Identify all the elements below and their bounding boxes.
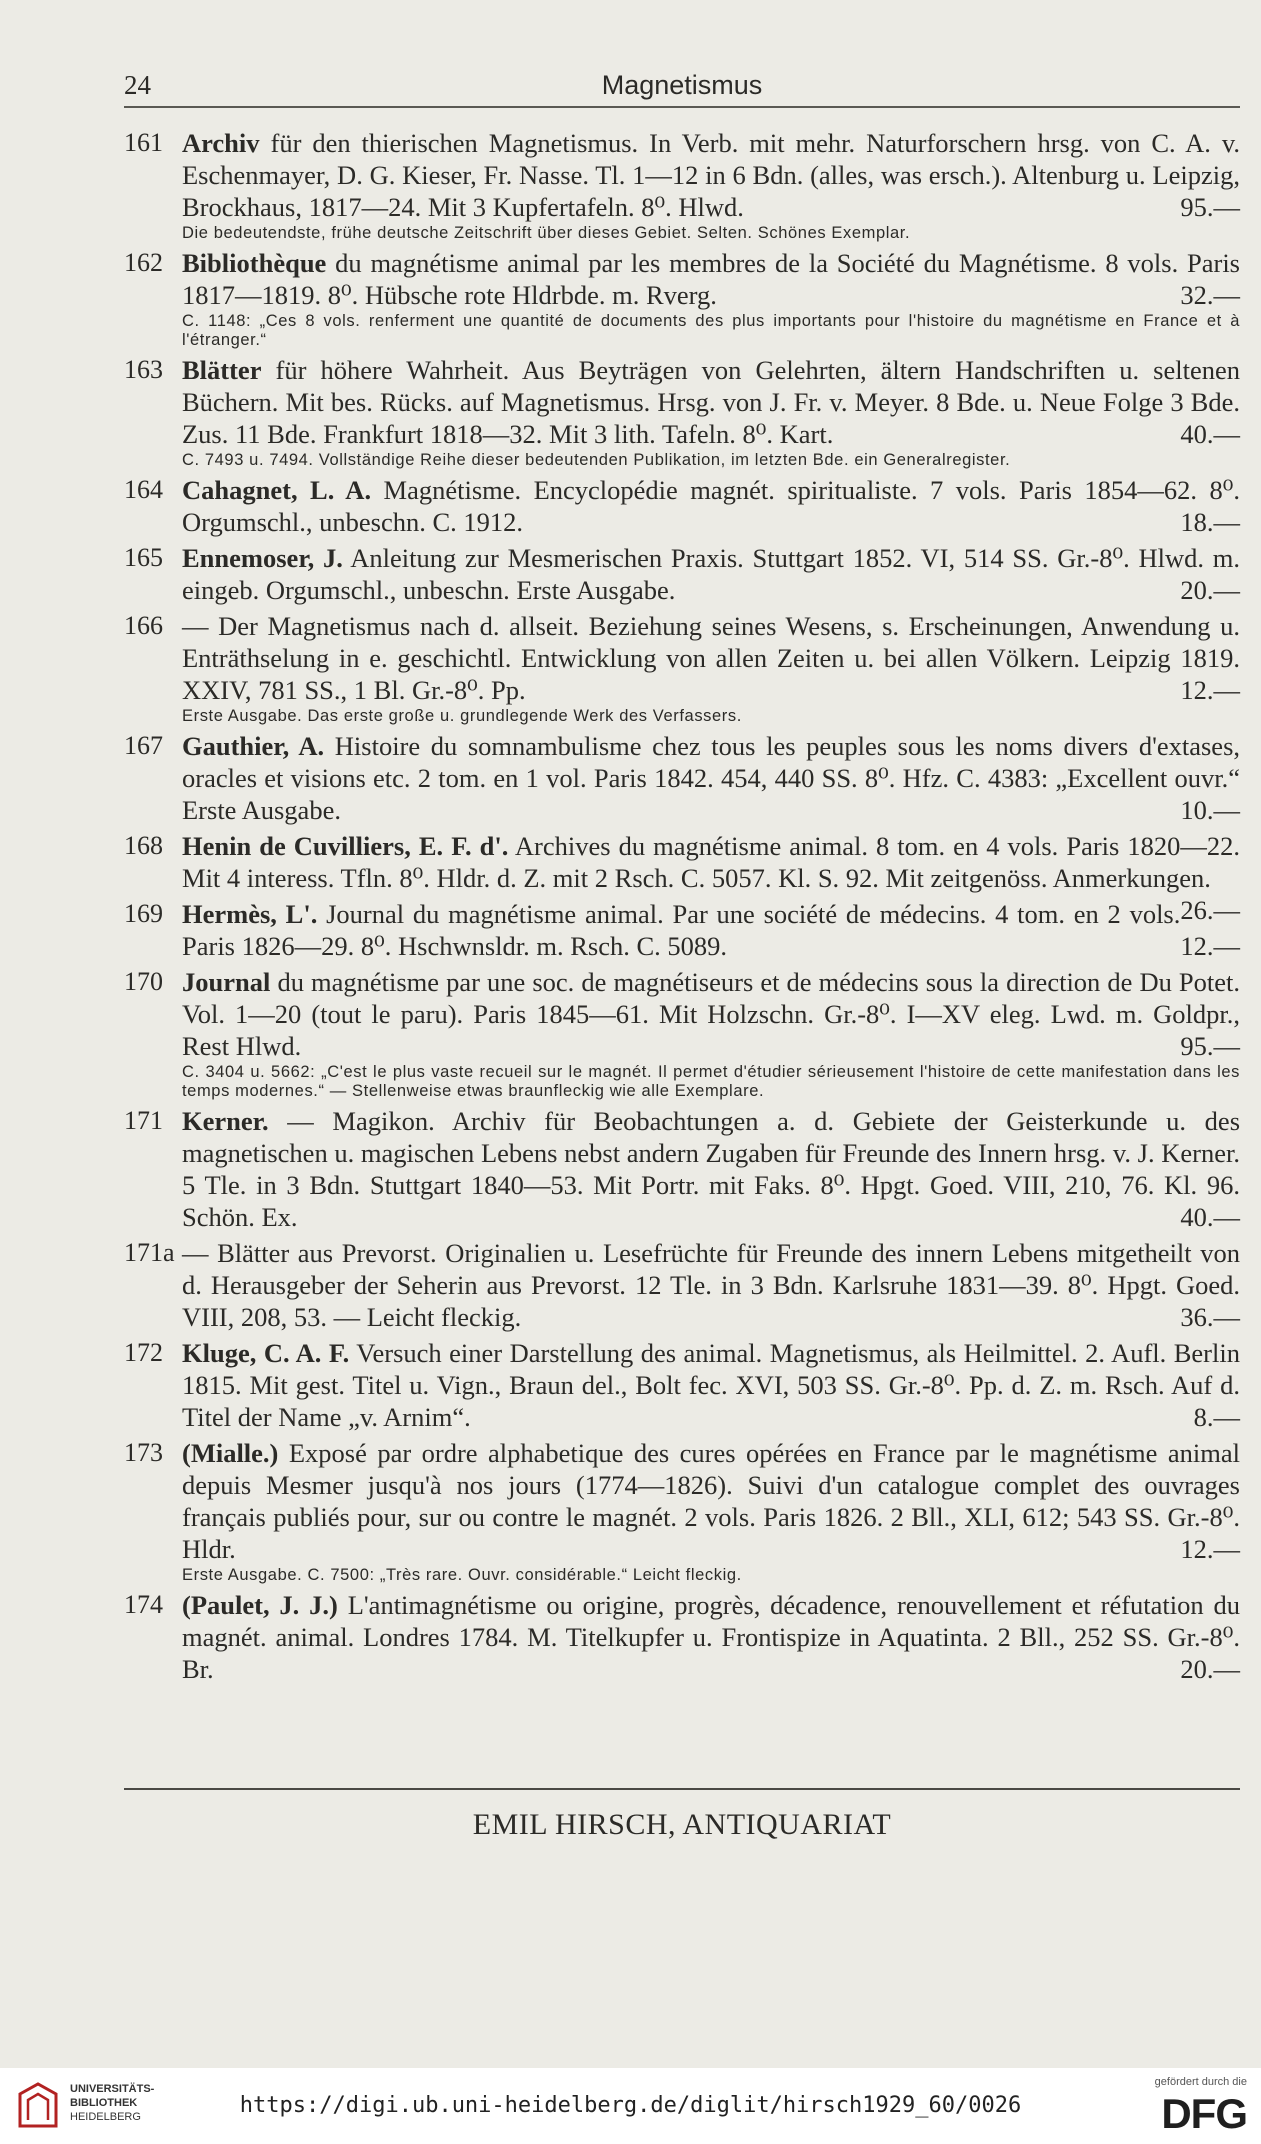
entry-description: du magnétisme animal par les membres de la Société du Magnétisme. 8 vols. Paris 1817—1819. 8⁰. Hübsche rote Hldrbde. m. Rverg. — [182, 248, 1240, 310]
entry-note: Die bedeutendste, frühe deutsche Zeitschrift über dieses Gebiet. Selten. Schönes Exemplar. — [182, 224, 911, 242]
entry-number: 172 — [124, 1338, 163, 1367]
entry-body — [182, 966, 1240, 1062]
entry-author: Kluge, C. A. F. — [182, 1338, 350, 1368]
entry-author: Archiv — [182, 128, 260, 158]
entry-body — [182, 1105, 1240, 1233]
entry-description: Archives du magnétisme animal. 8 tom. en 4 vols. Paris 1820—22. Mit 4 interess. Tfln. 8⁰. Hldr. d. Z. mit 2 Rsch. C. 5057. Kl. S. 92. Mit zeitgenöss. Anmerkungen. — [182, 831, 1241, 893]
publisher-name: EMIL HIRSCH, ANTIQUARIAT — [472, 1808, 892, 1841]
catalog-entry — [124, 247, 1240, 350]
entry-author: (Paulet, J. J.) — [182, 1590, 338, 1620]
header-rule — [124, 106, 1240, 108]
permalink-url[interactable]: https://digi.ub.uni-heidelberg.de/diglit/hirsch1929_60/0026 — [239, 2093, 1022, 2118]
catalog-entry — [124, 474, 1240, 538]
entry-number: 163 — [124, 355, 163, 384]
entry-description: du magnétisme par une soc. de magnétiseurs et de médecins sous la direction de Du Potet. Vol. 1—20 (tout le paru). Paris 1845—61. Mit Holzschn. Gr.-8⁰. I—XV eleg. Lwd. m. Goldpr., Rest Hlwd. — [182, 967, 1240, 1061]
entry-number: 161 — [124, 128, 163, 157]
entry-author: Henin de Cuvilliers, E. F. d'. — [182, 831, 509, 861]
page-number: 24 — [124, 70, 151, 100]
entry-author: Hermès, L'. — [182, 899, 318, 929]
catalog-entry — [124, 1237, 1240, 1333]
entry-body — [182, 1237, 1240, 1333]
entry-body — [182, 1437, 1240, 1565]
entry-price: 18.— — [1180, 507, 1240, 537]
catalog-entry — [124, 1589, 1240, 1685]
entry-description: für höhere Wahrheit. Aus Beyträgen von Gelehrten, ältern Handschriften u. seltenen Büchern. Mit bes. Rücks. auf Magnetismus. Hrsg. von J. Fr. v. Meyer. 8 Bde. u. Neue Folge 3 Bde. Zus. 11 Bde. Frankfurt 1818—32. Mit 3 lith. Tafeln. 8⁰. Kart. — [182, 355, 1240, 449]
entry-note: C. 1148: „Ces 8 vols. renferment une quantité de documents des plus importants pour l'histoire du magnétisme en France et à l'étranger.“ — [182, 312, 1240, 349]
entry-number: 168 — [124, 831, 163, 860]
entry-description: Histoire du somnambulisme chez tous les peuples sous les noms divers d'extases, oracles et visions etc. 2 tom. en 1 vol. Paris 1842. 454, 440 SS. 8⁰. Hfz. C. 4383: „Excellent ouvr.“ Erste Ausgabe. — [182, 731, 1241, 825]
entry-body — [182, 1589, 1240, 1685]
entry-price: 95.— — [1180, 192, 1240, 222]
library-line-2: BIBLIOTHEK — [70, 2097, 138, 2109]
entry-author: Gauthier, A. — [182, 731, 325, 761]
entry-body — [182, 474, 1240, 538]
catalog-entry — [124, 610, 1240, 726]
catalog-entry — [124, 898, 1240, 962]
entry-author: Journal — [182, 967, 271, 997]
entry-price: 40.— — [1180, 419, 1240, 449]
entry-body — [182, 1337, 1240, 1433]
entry-price: 26.— — [1180, 895, 1240, 925]
entry-description: L'antimagnétisme ou origine, progrès, décadence, renouvellement et réfutation du magnét. animal. Londres 1784. M. Titelkupfer u. Frontispize in Aquatinta. 2 Bll., 252 SS. Gr.-8⁰. Br. — [182, 1590, 1240, 1684]
entry-author: (Mialle.) — [182, 1438, 279, 1468]
entry-price: 8.— — [1193, 1402, 1240, 1432]
entry-price: 36.— — [1180, 1302, 1240, 1332]
entry-description: — Magikon. Archiv für Beobachtungen a. d. Gebiete der Geisterkunde u. des magnetischen u. magischen Lebens nebst andern Zugaben für Freunde des Innern hrsg. v. J. Kerner. 5 Tle. in 3 Bdn. Stuttgart 1840—53. Mit Portr. mit Faks. 8⁰. Hpgt. Goed. VIII, 210, 76. Kl. 96. Schön. Ex. — [182, 1106, 1241, 1232]
entry-body — [182, 127, 1240, 223]
entry-author: Cahagnet, L. A. — [182, 475, 372, 505]
entry-price: 20.— — [1180, 575, 1240, 605]
entry-body — [182, 610, 1240, 706]
catalog-entry — [124, 127, 1240, 243]
catalog-entry — [124, 542, 1240, 606]
entry-number: 166 — [124, 611, 163, 640]
page-title: Magnetismus — [601, 70, 763, 100]
catalog-entry — [124, 1337, 1240, 1433]
entry-body — [182, 247, 1240, 311]
entry-note: C. 7493 u. 7494. Vollständige Reihe dieser bedeutenden Publikation, im letzten Bde. ein Generalregister. — [182, 451, 1011, 469]
entry-number: 171 — [124, 1106, 163, 1135]
entry-description: — Blätter aus Prevorst. Originalien u. Lesefrüchte für Freunde des innern Lebens mitgetheilt von d. Herausgeber der Seherin aus Prevorst. 12 Tle. in 3 Bdn. Karlsruhe 1831—39. 8⁰. Hpgt. Goed. VIII, 208, 53. — Leicht fleckig. — [182, 1238, 1240, 1332]
entry-price: 12.— — [1180, 931, 1240, 961]
catalog-entry — [124, 730, 1240, 826]
entry-price: 12.— — [1180, 675, 1240, 705]
entry-body — [182, 898, 1240, 962]
entry-note: Erste Ausgabe. C. 7500: „Très rare. Ouvr. considérable.“ Leicht fleckig. — [182, 1566, 742, 1584]
entry-number: 164 — [124, 475, 163, 504]
entry-price: 20.— — [1180, 1654, 1240, 1684]
entry-description: Journal du magnétisme animal. Par une société de médecins. 4 tom. en 2 vols. Paris 1826—29. 8⁰. Hschwnsldr. m. Rsch. C. 5089. — [182, 899, 1181, 961]
entry-number: 170 — [124, 967, 163, 996]
entry-number: 171a — [124, 1238, 175, 1267]
entry-author: Bibliothèque — [182, 248, 327, 278]
entry-number: 169 — [124, 899, 163, 928]
entry-body — [182, 354, 1240, 450]
entry-price: 32.— — [1180, 280, 1240, 310]
entry-note: Erste Ausgabe. Das erste große u. grundlegende Werk des Verfassers. — [182, 707, 742, 725]
entry-description: Magnétisme. Encyclopédie magnét. spiritualiste. 7 vols. Paris 1854—62. 8⁰. Orgumschl., unbeschn. C. 1912. — [182, 475, 1241, 537]
entry-number: 174 — [124, 1590, 163, 1619]
entry-price: 95.— — [1180, 1031, 1240, 1061]
dfg-logo: DFG — [1161, 2090, 1247, 2137]
entry-note: C. 3404 u. 5662: „C'est le plus vaste recueil sur le magnét. Il permet d'étudier sérieusement l'histoire de cette manifestation dans les temps modernes.“ — Stellenweise etwas braunfleckig wie alle Exemplare. — [182, 1063, 1240, 1100]
entry-description: — Der Magnetismus nach d. allseit. Beziehung seines Wesens, s. Erscheinungen, Anwendung u. Enträthselung in e. geschichtl. Entwicklung von allen Zeiten u. bei allen Völkern. Leipzig 1819. XXIV, 781 SS., 1 Bl. Gr.-8⁰. Pp. — [182, 611, 1240, 705]
entry-author: Blätter — [182, 355, 262, 385]
catalog-entries — [124, 127, 1240, 1689]
entry-author: Ennemoser, J. — [182, 543, 343, 573]
entry-body — [182, 542, 1240, 606]
library-line-1: UNIVERSITÄTS- — [70, 2083, 155, 2095]
catalog-entry — [124, 1105, 1240, 1233]
entry-price: 40.— — [1180, 1202, 1240, 1232]
viewer-footer — [0, 2068, 1261, 2144]
catalog-entry — [124, 1437, 1240, 1585]
catalog-entry — [124, 354, 1240, 470]
entry-price: 12.— — [1180, 1534, 1240, 1564]
page-header — [124, 70, 1240, 104]
entry-number: 167 — [124, 731, 163, 760]
catalog-entry — [124, 966, 1240, 1101]
footer-rule — [124, 1788, 1240, 1790]
entry-description: Anleitung zur Mesmerischen Praxis. Stuttgart 1852. VI, 514 SS. Gr.-8⁰. Hlwd. m. eingeb. Orgumschl., unbeschn. Erste Ausgabe. — [182, 543, 1240, 605]
entry-number: 162 — [124, 248, 163, 277]
library-line-3: HEIDELBERG — [70, 2111, 141, 2123]
entry-body — [182, 730, 1240, 826]
entry-description: Versuch einer Darstellung des animal. Magnetismus, als Heilmittel. 2. Aufl. Berlin 1815. Mit gest. Titel u. Vign., Braun del., Bolt fec. XVI, 503 SS. Gr.-8⁰. Pp. d. Z. m. Rsch. Auf d. Titel der Name „v. Arnim“. — [182, 1338, 1240, 1432]
sponsor-caption: gefördert durch die — [1154, 2076, 1247, 2088]
entry-number: 165 — [124, 543, 163, 572]
entry-number: 173 — [124, 1438, 163, 1467]
entry-price: 10.— — [1180, 795, 1240, 825]
entry-description: für den thierischen Magnetismus. In Verb. mit mehr. Naturforschern hrsg. von C. A. v. Eschenmayer, D. G. Kieser, Fr. Nasse. Tl. 1—12 in 6 Bdn. (alles, was ersch.). Altenburg u. Leipzig, Brockhaus, 1817—24. Mit 3 Kupfertafeln. 8⁰. Hlwd. — [182, 128, 1240, 222]
entry-author: Kerner. — [182, 1106, 269, 1136]
entry-description: Exposé par ordre alphabetique des cures opérées en France par le magnétisme animal depuis Mesmer jusqu'à nos jours (1774—1826). Suivi d'un catalogue complet des ouvrages français publiés pour, sur ou contre le magnét. 2 vols. Paris 1826. 2 Bll., XLI, 612; 543 SS. Gr.-8⁰. Hldr. — [182, 1438, 1240, 1564]
